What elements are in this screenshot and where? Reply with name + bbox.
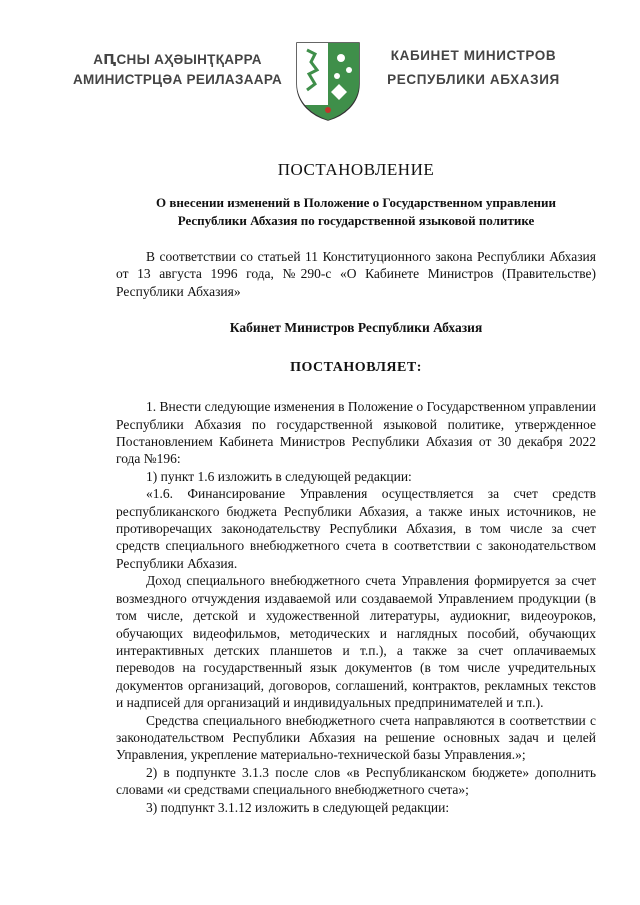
subtitle-line-2: Республики Абхазия по государственной языковой политике — [177, 213, 535, 228]
preamble-paragraph: В соответствии со статьей 11 Конституционного закона Республики Абхазия от 13 августа 1996 года, №290-с «О Кабинете Министров (Правительстве) Республики Абхазия» — [116, 249, 596, 299]
document-title: ПОСТАНОВЛЕНИЕ — [277, 160, 435, 179]
letterhead-abkhaz-line1: АԤСНЫ АҲӘЫНҬҚАРРА — [93, 52, 262, 67]
resolves-heading: ПОСТАНОВЛЯЕТ: — [290, 360, 422, 376]
paragraph-7: 3) подпункт 3.1.12 изложить в следующей редакции: — [146, 799, 450, 815]
paragraph-3: «1.6. Финансирование Управления осуществляется за счет средств республиканского бюджета Республики Абхазия, а также иных источников, не противоречащих законодательству Республики Абхазия, в том числе за счет средств специального внебюджетного счета в соответствии с законодательством Республики Абхазия. — [116, 486, 596, 571]
letterhead-abkhaz — [60, 50, 295, 90]
paragraph-2: 1) пункт 1.6 изложить в следующей редакции: — [146, 468, 412, 484]
document-body — [116, 160, 596, 816]
subtitle-line-1: О внесении изменений в Положение о Государственном управлении — [156, 195, 556, 210]
paragraph-1: 1. Внести следующие изменения в Положение о Государственном управлении Республики Абхазия по государственной языковой политике, утвержденное Постановлением Кабинета Министров Республики Абхазия от 30 декабря 2022 года №196: — [116, 399, 596, 467]
paragraph-6: 2) в подпункте 3.1.3 после слов «в Республиканском бюджете» дополнить словами «и средствами специального внебюджетного счета»; — [116, 764, 596, 798]
letterhead-russian-line1: КАБИНЕТ МИНИСТРОВ — [390, 48, 557, 63]
issuing-authority: Кабинет Министров Республики Абхазия — [229, 320, 483, 336]
letterhead-russian — [366, 44, 581, 92]
letterhead-russian-line2: РЕСПУБЛИКИ АБХАЗИЯ — [387, 72, 560, 87]
paragraph-5: Средства специального внебюджетного счета направляются в соответствии с законодательством Республики Абхазия на решение основных задач и целей Управления, укрепление материально-технической базы Управления.»; — [116, 712, 596, 763]
paragraph-4: Доход специального внебюджетного счета Управления формируется за счет возмездного отчуждения издаваемой или создаваемой Управлением продукции (в том числе, детской и художественной литературы, аудиокниг, видеоуроков, обучающих видеофильмов, методических и наглядных пособий, обучающих интерактивных детских планшетов и т.п.), а также за счет оплачиваемых переводов на государственный язык документов (в том числе учредительных документов организаций, договоров, соглашений, контрактов, рекламных текстов и надписей для организаций и индивидуальных предпринимателей и т.п.). — [116, 573, 596, 711]
letterhead-abkhaz-line2: АМИНИСТРЦӘА РЕИЛАЗААРА — [72, 72, 283, 87]
letterhead — [0, 38, 640, 128]
document-subtitle — [116, 194, 596, 230]
abkhazia-coat-of-arms-icon — [293, 40, 363, 122]
